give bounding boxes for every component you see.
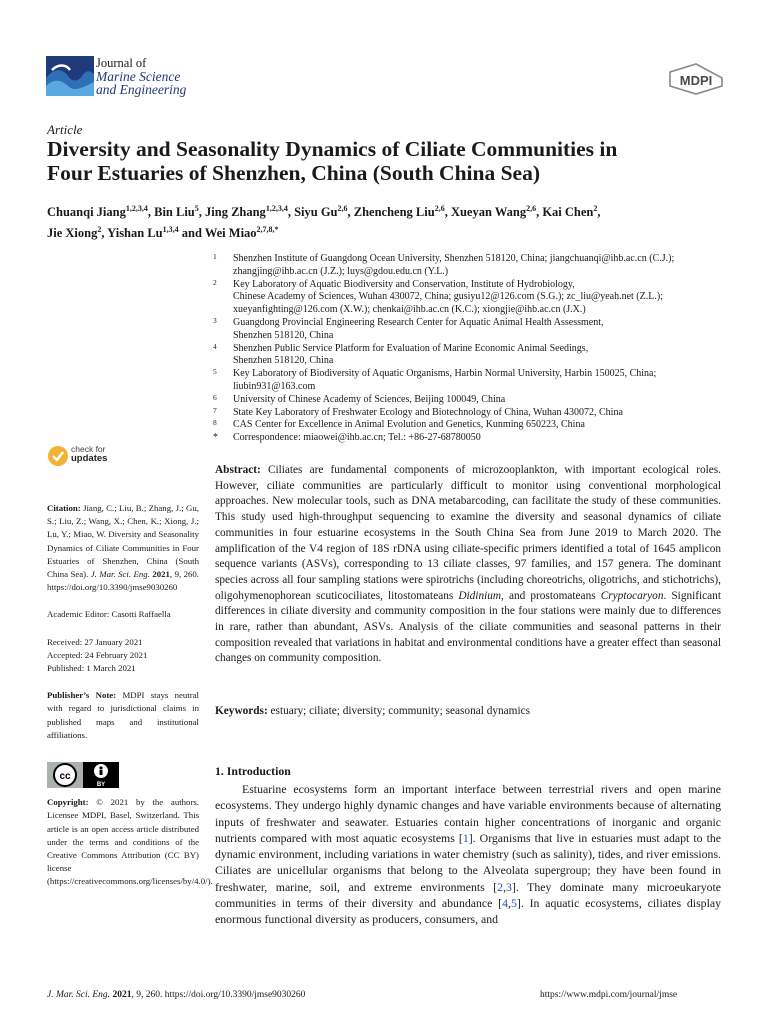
- author-affiliation-sup: 5: [194, 204, 199, 213]
- abstract-italic-1: Didinium: [458, 589, 502, 602]
- footer-rest: , 9, 260. https://doi.org/10.3390/jmse9030260: [131, 990, 306, 1000]
- abstract-text-1: Ciliates are fundamental components of microzooplankton, with important ecological roles. However, ciliate communities are particularly difficult to monitor using conventional morphological approaches. New molecular tools, such as DNA metabarcoding, can facilitate the study of these communities. This study used high-throughput sequencing to examine the diversity and seasonal dynamics of ciliate communities in four estuarine ecosystems in the South China Sea from June 2019 to March 2020. The amplification of the V4 region of 18S rDNA using ciliate-specific primers identified a total of 1645 amplicon sequence variants (ASVs), corresponding to 13 ciliate classes, 97 families, and 157 genera. The dominant species across all four sampling stations were spirotrichs (including choreotrichs, oligotrichs, and stichotrichs), oligohymenophorean scuticociliates, litostomateans: [215, 464, 721, 602]
- author-name: Bin Liu: [154, 205, 195, 220]
- affiliation-number: 6: [213, 392, 217, 402]
- article-type: Article: [47, 122, 83, 137]
- introduction-paragraph: [215, 781, 721, 928]
- intro-text-2: ]. Organisms that live in estuaries must adapt to the dynamic environment, including variations in water chemistry (such as salinity), tides, and river emissions. Ciliates are unicellular organisms that belong to the Alveolata supergroup; they have been found in freshwater, marine, soil, and extreme environments [: [215, 830, 722, 894]
- journal-name-line3: and Engineering: [96, 82, 187, 97]
- author-name: Wei Miao: [204, 226, 257, 241]
- abstract: [215, 463, 721, 667]
- affiliation-line: xueyanfighting@126.com (X.W.); chenkai@ihb.ac.cn (K.C.); xiongjie@ihb.ac.cn (J.X.): [233, 304, 586, 316]
- intro-text-1: Estuarine ecosystems form an important interface between terrestrial rivers and open marine ecosystems. They undergo highly dynamic changes and have variable environments because of alternating inputs of freshwater and seawater. Estuaries contain higher concentrations of inorganic and organic nutrients compared with most aquatic ecosystems [: [215, 782, 721, 845]
- author-separator: ,: [444, 205, 451, 220]
- footer-journal: J. Mar. Sci. Eng.: [47, 990, 111, 1000]
- journal-name-line1: Journal of: [96, 56, 147, 70]
- journal-wave-logo-icon: [46, 56, 94, 96]
- author-name: Siyu Gu: [294, 205, 338, 220]
- author-separator: ,: [101, 226, 108, 241]
- svg-text:cc: cc: [59, 771, 71, 783]
- author-affiliation-sup: 2: [97, 225, 102, 235]
- affiliation-line: liubin931@163.com: [233, 380, 316, 392]
- citation-year: 2021: [152, 569, 170, 580]
- affiliation-item: [213, 432, 733, 445]
- author-affiliation-sup: 2,6: [337, 204, 348, 213]
- publisher-note: [47, 689, 199, 742]
- affiliation-item: [213, 407, 733, 420]
- affiliation-number: 5: [213, 367, 217, 377]
- check-for-updates-button[interactable]: [47, 444, 137, 472]
- check-for-updates-icon: [47, 445, 69, 467]
- author-name: Kai Chen: [542, 205, 594, 220]
- cc-by-license-icon[interactable]: [47, 762, 119, 788]
- author-separator: ,: [198, 205, 206, 220]
- author-affiliation-sup: 1,2,3,4: [125, 204, 148, 213]
- reference-link[interactable]: 3: [506, 879, 512, 894]
- affiliation-number: 2: [213, 277, 217, 287]
- affiliation-item: [213, 317, 733, 343]
- citation-text: Jiang, C.; Liu, B.; Zhang, J.; Gu, S.; Liu, Z.; Wang, X.; Chen, K.; Xiong, J.; Lu, Y.; Miao, W. Diversity and Seasonality Dynamics of Ciliate Communities in Four Estuaries of Shenzhen, China (South China Sea).: [47, 503, 199, 580]
- reference-link[interactable]: 1: [462, 830, 469, 845]
- author-name: Jie Xiong: [47, 226, 98, 241]
- copyright-block: [47, 796, 213, 888]
- reference-link[interactable]: 2: [497, 879, 504, 894]
- affiliation-line: Shenzhen 518120, China: [233, 329, 334, 341]
- published-date: Published: 1 March 2021: [47, 663, 136, 674]
- affiliation-line: zhangjing@ihb.ac.cn (J.Z.); luys@gdou.edu.cn (Y.L.): [233, 265, 449, 277]
- mdpi-logo-text: MDPI: [679, 73, 713, 88]
- keywords-text: estuary; ciliate; diversity; community; seasonal dynamics: [270, 705, 531, 717]
- copyright-label: Copyright:: [47, 797, 89, 808]
- affiliation-item: [213, 253, 733, 279]
- author-affiliation-sup: 1,2,3,4: [265, 204, 288, 213]
- author-name: Yishan Lu: [107, 226, 163, 241]
- reference-link[interactable]: 5: [510, 896, 517, 911]
- affiliation-line: University of Chinese Academy of Sciences, Beijing 100049, China: [233, 393, 506, 405]
- journal-name: [96, 57, 186, 96]
- affiliation-line: Chinese Academy of Sciences, Wuhan 430072, China; gusiyu12@126.com (S.G.); zc_liu@yeah.net (Z.L.);: [233, 291, 663, 303]
- author-affiliation-sup: 1,3,4: [162, 225, 179, 235]
- affiliation-line: Shenzhen Institute of Guangdong Ocean University, Shenzhen 518120, China; jiangchuanqi@ihb.ac.cn (C.J.);: [233, 253, 675, 264]
- author-separator: ,: [287, 205, 295, 220]
- citation-block: [47, 502, 199, 594]
- footer-journal-url[interactable]: https://www.mdpi.com/journal/jmse: [540, 990, 678, 1000]
- publisher-note-text: MDPI stays neutral with regard to jurisdictional claims in published maps and institutional affiliations.: [47, 690, 199, 740]
- abstract-italic-2: Cryptocaryon: [600, 589, 664, 602]
- author-list: [47, 200, 737, 242]
- footer-citation: [47, 990, 305, 1000]
- paper-title: [47, 137, 737, 185]
- check-for-updates-label: [71, 445, 107, 463]
- publisher-note-label: Publisher’s Note:: [47, 690, 117, 701]
- accepted-date: Accepted: 24 February 2021: [47, 649, 148, 660]
- footer-year: 2021: [112, 990, 132, 1000]
- author-name: Zhencheng Liu: [353, 205, 435, 220]
- intro-text-4: ]. In aquatic ecosystems, ciliates display enormous functional diversity as producers, consumers, and: [215, 896, 721, 927]
- affiliation-number: 1: [213, 252, 217, 261]
- citation-rest: , 9, 260. https://doi.org/10.3390/jmse9030260: [47, 569, 199, 593]
- svg-text:BY: BY: [96, 782, 106, 789]
- author-separator: ,: [347, 205, 354, 220]
- abstract-text-2: , and prostomateans: [501, 589, 601, 602]
- sidebar: [47, 502, 213, 889]
- author-separator: ,: [147, 205, 155, 220]
- author-name: Jing Zhang: [205, 205, 266, 220]
- affiliation-item: [213, 368, 733, 394]
- keywords-label: Keywords:: [215, 705, 268, 717]
- author-affiliation-sup: 2,7,8,*: [256, 225, 279, 235]
- affiliation-line: Correspondence: miaowei@ihb.ac.cn; Tel.: +86-27-68780050: [233, 432, 481, 444]
- affiliation-item: [213, 394, 733, 407]
- title-line1: Diversity and Seasonality Dynamics of Ciliate Communities in: [47, 137, 618, 161]
- author-name: Chuanqi Jiang: [47, 205, 126, 220]
- author-affiliation-sup: 2,6: [526, 204, 537, 213]
- title-line2: Four Estuaries of Shenzhen, China (South China Sea): [47, 161, 540, 185]
- citation-label: Citation:: [47, 503, 81, 513]
- check-line1: check for: [71, 444, 106, 454]
- affiliation-item: [213, 279, 733, 317]
- affiliation-line: Key Laboratory of Biodiversity of Aquatic Organisms, Harbin Normal University, Harbin 150025, China;: [233, 368, 657, 380]
- citation-journal: J. Mar. Sci. Eng.: [90, 569, 150, 580]
- journal-name-line2: Marine Science: [96, 69, 181, 84]
- reference-separator: ,: [508, 896, 511, 911]
- author-separator: and: [178, 226, 205, 241]
- received-date: Received: 27 January 2021: [47, 636, 143, 647]
- intro-text-3: ]. They dominate many microeukaryote communities in terms of their diversity and abundance [: [215, 879, 722, 911]
- mdpi-logo-icon: [666, 62, 726, 96]
- affiliation-line: Shenzhen 518120, China: [233, 355, 334, 367]
- affiliations-list: [213, 253, 733, 445]
- check-line2: updates: [71, 453, 108, 464]
- affiliation-line: Shenzhen Public Service Platform for Evaluation of Marine Economic Animal Seedings,: [233, 342, 589, 354]
- author-affiliation-sup: 2,6: [434, 204, 445, 213]
- affiliation-line: Guangdong Provincial Engineering Research Center for Aquatic Animal Health Assessment,: [233, 316, 604, 328]
- author-affiliation-sup: 2: [593, 204, 598, 213]
- affiliation-number: *: [213, 432, 218, 444]
- abstract-label: Abstract:: [215, 464, 261, 476]
- affiliation-item: [213, 343, 733, 369]
- author-name: Xueyan Wang: [450, 205, 527, 220]
- affiliation-number: 7: [213, 405, 217, 415]
- author-separator: ,: [597, 205, 601, 220]
- abstract-text-3: . Significant differences in ciliate diversity and community composition in the four stations were mainly due to differences in rare, rather than abundant, ASVs. Analysis of the ciliate communities and seasonal patterns in their composition revealed that variations in habitat and environmental conditions have a greater effect than seasonal changes on community composition.: [215, 589, 721, 665]
- affiliation-line: CAS Center for Excellence in Animal Evolution and Genetics, Kunming 650223, China: [233, 419, 585, 431]
- affiliation-line: Key Laboratory of Aquatic Biodiversity and Conservation, Institute of Hydrobiology,: [233, 278, 575, 290]
- academic-editor: Academic Editor: Casotti Raffaella: [47, 609, 171, 620]
- affiliation-item: [213, 419, 733, 432]
- copyright-text: © 2021 by the authors. Licensee MDPI, Basel, Switzerland. This article is an open access article distributed under the terms and conditions of the Creative Commons Attribution (CC BY) license (https://creativecommons.org/licenses/by/4.0/).: [47, 797, 213, 887]
- reference-separator: ,: [503, 879, 507, 894]
- affiliation-number: 3: [213, 315, 217, 325]
- reference-link[interactable]: 4: [502, 896, 509, 911]
- affiliation-number: 4: [213, 341, 217, 351]
- author-separator: ,: [536, 205, 543, 220]
- section-heading-introduction: 1. Introduction: [215, 764, 291, 778]
- keywords: [215, 704, 721, 720]
- affiliation-line: State Key Laboratory of Freshwater Ecology and Biotechnology of China, Wuhan 430072, China: [233, 406, 623, 418]
- affiliation-number: 8: [213, 418, 217, 428]
